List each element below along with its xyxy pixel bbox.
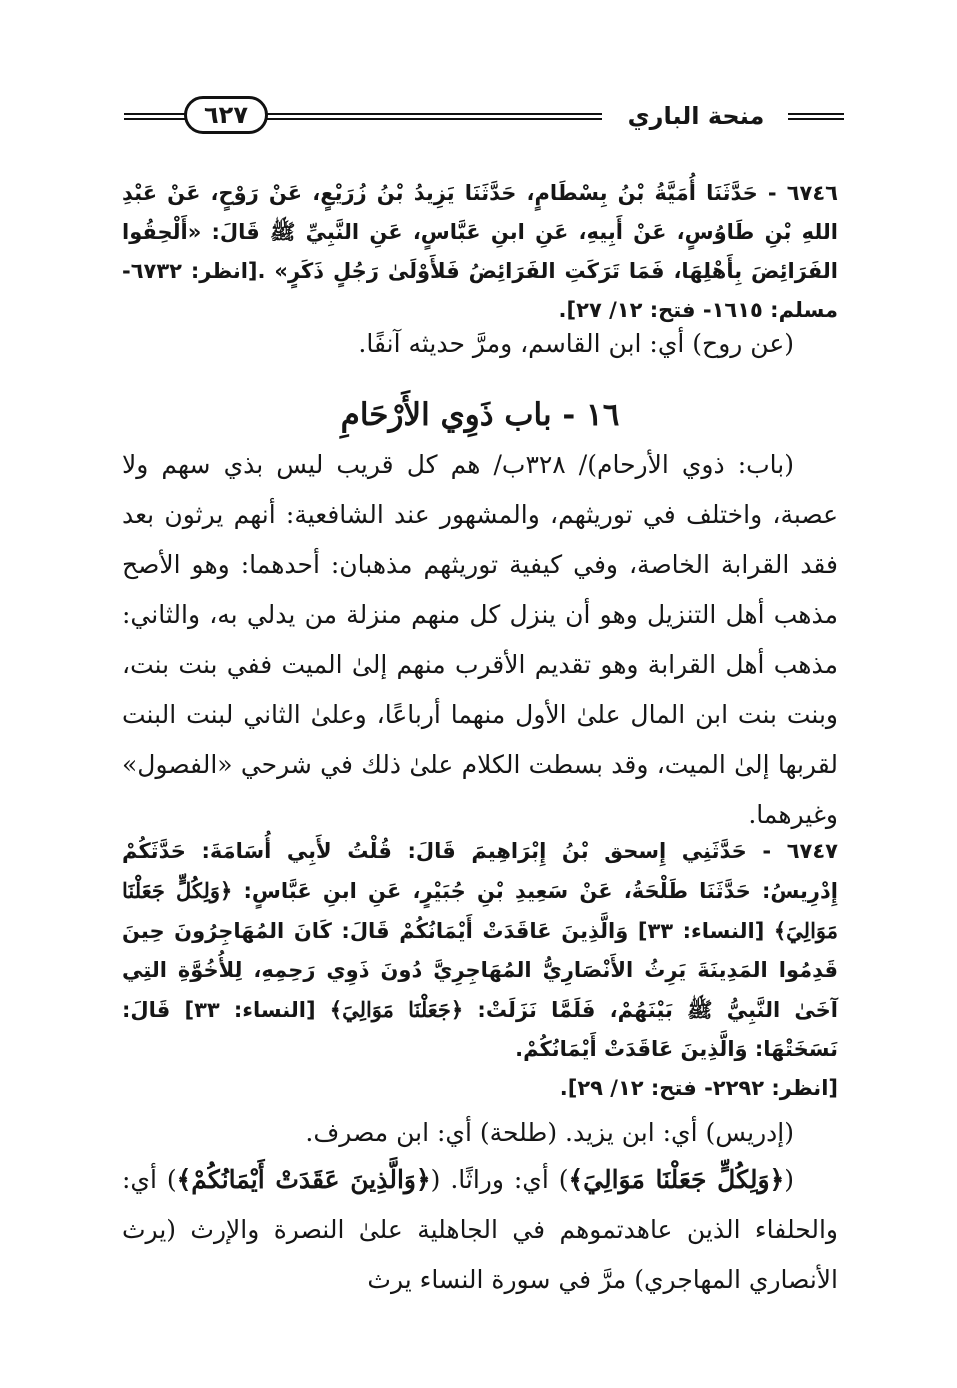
header-rule — [788, 113, 844, 115]
quran-quote: ﴿وَالَّذِينَ عَقَدَتْ أَيْمَانُكُمْ﴾ — [176, 1165, 431, 1194]
commentary-paragraph: (عن روح) أي: ابن القاسم، ومرَّ حديثه آنفًا. — [358, 329, 794, 358]
hadith-text: [النساء: ٣٣] — [628, 919, 774, 943]
hadith-text: قَالَ: كَانَ المُهَاجِرُونَ حِينَ قَدِمُوا المَدِينَةَ يَرِثُ الأَنْصَارِيُّ المُهَاجِرِيَّ دُونَ ذَوِي رَحِمِهِ، لِلأُخُوَّةِ التِي آخَىٰ النَّبِيُّ ﷺ بَيْنَهُمْ، فَلَمَّا نَزَلَتْ: — [122, 919, 838, 1022]
quran-quote: وَالَّذِينَ عَاقَدَتْ أَيْمَانُكُمْ. — [515, 1037, 748, 1061]
page-header — [124, 92, 844, 142]
commentary-text: ) أي: والحلفاء الذين عاهدتموهم في الجاهلية علىٰ النصرة والإرث (يرث الأنصاري المهاجري) مرَّ في سورة النساء يرث — [122, 1165, 838, 1294]
quran-quote: ﴿جَعَلْنَا مَوَالِيَ﴾ — [329, 997, 464, 1022]
header-rule — [124, 118, 190, 120]
header-rule — [124, 113, 190, 115]
hadith-reference: [انظر: ٦٧٣٢- مسلم: ١٦١٥- فتح: ١٢/ ٢٧]. — [122, 259, 838, 322]
hadith-number: ٦٧٤٦ - — [757, 181, 838, 205]
commentary-text: ( — [784, 1165, 794, 1194]
hadith-text: حَدَّثَنَا أُمَيَّةُ بْنُ بِسْطَامٍ، حَدَّثَنَا يَزِيدُ بْنُ زُرَيْعٍ، عَنْ رَوْحٍ، عَنْ عَبْدِ اللهِ بْنِ طَاوُسٍ، عَنْ أَبِيهِ، عَنِ ابنِ عَبَّاسٍ، عَنِ النَّبِيِّ ﷺ قَالَ: «أَلْحِقُوا الفَرَائِضَ بِأَهْلِهَا، فَمَا تَرَكَتِ الفَرَائِضُ فَلأَوْلَىٰ رَجُلٍ ذَكَرٍ» . — [122, 181, 838, 283]
commentary-paragraph — [122, 1155, 838, 1305]
hadith-number: ٦٧٤٧ - — [746, 839, 838, 863]
hadith-text: حَدَّثَنِي إِسحق بْنُ إِبْرَاهِيمَ قَالَ: قُلْتُ لأَبِي أُسَامَةَ: حَدَّثَكُمْ إِدْرِيسُ: حَدَّثَنَا طَلْحَةُ، عَنْ سَعِيدِ بْنِ جُبَيْرٍ، عَنِ ابنِ عَبَّاسٍ: — [122, 839, 838, 903]
commentary-paragraph: (إدريس) أي: ابن يزيد. (طلحة) أي: ابن مصرف. — [305, 1118, 794, 1147]
running-title: منحة الباري — [627, 102, 765, 130]
hadith-6747 — [122, 832, 838, 1108]
header-rule — [788, 118, 844, 120]
header-rule — [262, 113, 602, 115]
hadith-reference: [انظر: ٢٢٩٢- فتح: ١٢/ ٢٩]. — [559, 1076, 838, 1100]
commentary-paragraph: (باب: ذوي الأرحام)/ ٣٢٨ب/ هم كل قريب ليس بذي سهم ولا عصبة، واختلف في توريثهم، والمشهور عند الشافعية: أنهم يرثون بعد فقد القرابة الخاصة، وفي كيفية توريثهم مذهبان: أحدهما: وهو الأصح مذهب أهل التنزيل وهو أن ينزل كل منهم منزلة من يدلي به، والثاني: مذهب أهل القرابة وهو تقديم الأقرب منهم إلىٰ الميت ففي بنت بنت، وبنت بنت ابن المال علىٰ الأول منهما أرباعًا، وعلىٰ الثاني لبنت البنت لقربها إلىٰ الميت، وقد بسطت الكلام علىٰ ذلك في شرحي «الفصول» وغيرهما. — [122, 450, 838, 829]
quran-quote: وَالَّذِينَ عَاقَدَتْ أَيْمَانُكُمْ — [399, 919, 629, 943]
commentary-text: ) أي: وراثًا. ( — [430, 1165, 569, 1194]
hadith-6746 — [122, 174, 838, 330]
header-rule — [262, 118, 602, 120]
page-number: ٦٢٧ — [184, 96, 268, 134]
quran-quote: ﴿وَلِكُلٍّ جَعَلْنَا مَوَالِيَ﴾ — [122, 878, 838, 943]
hadith-text: [النساء: ٣٣] قَالَ: نَسَخَتْهَا: — [122, 998, 838, 1061]
chapter-heading: ١٦ - باب ذَوِي الأَرْحَامِ — [340, 397, 620, 433]
quran-quote: ﴿وَلِكُلٍّ جَعَلْنَا مَوَالِيَ﴾ — [568, 1165, 785, 1194]
